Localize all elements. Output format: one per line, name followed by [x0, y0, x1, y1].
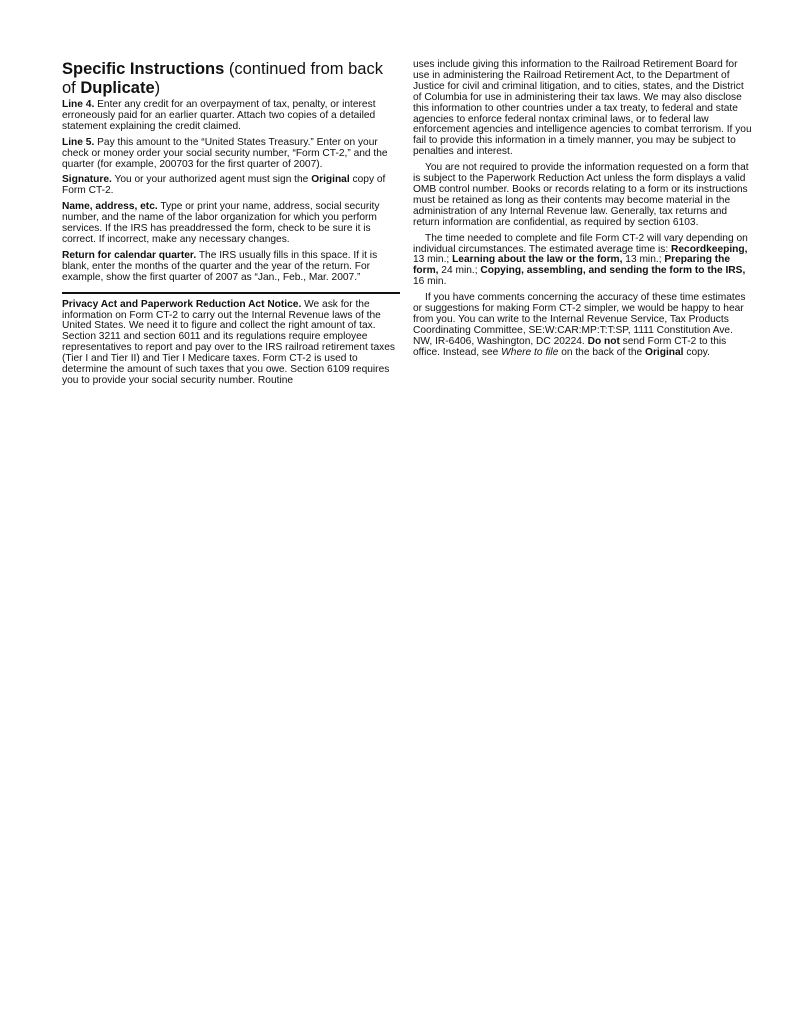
comments-text-3: on the back of the: [558, 346, 646, 358]
comments-text: If you have comments concerning the accuracy of these time estimates or suggestions for making Form CT-2 simpler, we would be happy to hear from you. You can write to the Internal Revenue Service, Tax Products Coordinating Committee, SE:W:CAR:MP:T:T:SP, 1111 Constitution Ave. NW, IR-6406, Washington, DC 20224.: [413, 292, 746, 347]
signature-original: Original: [311, 174, 350, 186]
comments-text-4: copy.: [683, 346, 710, 358]
name-address-label: Name, address, etc.: [62, 201, 158, 213]
right-column: [413, 60, 753, 364]
line4-text: Enter any credit for an overpayment of tax, penalty, or interest erroneously paid for an earlier quarter. Attach two copies of a detailed statement explaining the credit claimed.: [62, 99, 376, 132]
section-divider: [62, 292, 400, 294]
line4-label: Line 4.: [62, 99, 95, 110]
copying-time: 16 min.: [413, 276, 447, 288]
privacy-paragraph: [62, 300, 400, 387]
line5-label: Line 5.: [62, 136, 95, 148]
left-column: [62, 60, 400, 392]
omb-paragraph: You are not required to provide the information requested on a form that is subject to the Paperwork Reduction Act unless the form displays a valid OMB control number. Books or records relating to a form or its instructions must be retained as long as their contents may become material in the administration of any Internal Revenue law. Generally, tax returns and return information are confidential, as required by section 6103.: [413, 162, 749, 228]
learning-time: 13 min.;: [622, 254, 665, 266]
preparing-label: Preparing the form,: [413, 254, 731, 277]
time-estimate-paragraph: [413, 234, 753, 289]
privacy-label: Privacy Act and Paperwork Reduction Act Notice.: [62, 298, 302, 310]
return-quarter-label: Return for calendar quarter.: [62, 249, 197, 261]
return-quarter-paragraph: [62, 251, 400, 284]
original-bold: Original: [645, 346, 684, 358]
recordkeeping-time: 13 min.;: [413, 254, 453, 266]
signature-text-end: copy of Form CT-2.: [62, 174, 386, 197]
signature-paragraph: [62, 175, 400, 197]
learning-label: Learning about the law or the form,: [452, 254, 623, 266]
privacy-text: We ask for the information on Form CT-2 to carry out the Internal Revenue laws of the United States. We need it to figure and collect the right amount of tax. Section 3211 and section 6011 and its regulations require employee representatives to report and pay over to the IRS railroad retirement taxes (Tier I and Tier II) and Tier I Medicare taxes. Form CT-2 is used to determine the amount of such taxes that you owe. Section 6109 requires you to provide your social security number. Routine: [62, 298, 395, 386]
time-intro: The time needed to complete and file Form CT-2 will vary depending on individual circumstances. The estimated average time is:: [413, 232, 748, 255]
copying-label: Copying, assembling, and sending the form to the IRS,: [480, 265, 746, 277]
comments-paragraph: [413, 293, 753, 358]
signature-text: You or your authorized agent must sign the: [111, 174, 312, 186]
name-address-text: Type or print your name, address, social security number, and the name of the labor organization for which you perform services. If the IRS has preaddressed the form, check to be sure it is correct. If incorrect, make any necessary changes.: [62, 201, 380, 245]
heading-bold: Specific Instructions: [62, 60, 225, 78]
do-not-bold: Do not: [587, 335, 620, 347]
name-address-paragraph: [62, 202, 400, 246]
line5-paragraph: [62, 138, 400, 171]
recordkeeping-label: Recordkeeping,: [671, 243, 748, 255]
preparing-time: 24 min.;: [438, 265, 481, 277]
comments-text-2: send Form CT-2 to this office. Instead, see: [413, 335, 727, 358]
heading-bold-duplicate: Duplicate: [80, 79, 155, 97]
heading-regular: (continued from back of: [62, 60, 383, 97]
line4-paragraph: [62, 100, 400, 133]
return-quarter-text: The IRS usually fills in this space. If it is blank, enter the months of the quarter and the year of the return. For example, show the first quarter of 2007 as “Jan., Feb., Mar. 2007.”: [62, 249, 378, 283]
section-heading: [62, 60, 400, 98]
line5-text: Pay this amount to the “United States Treasury.” Enter on your check or money order your social security number, “Form CT-2,” and the quarter (for example, 200703 for the first quarter of 2007).: [62, 136, 388, 170]
privacy-continued-paragraph: uses include giving this information to the Railroad Retirement Board for use in administering the Railroad Retirement Act, to the Department of Justice for civil and criminal litigation, and to cities, states, and the District of Columbia for use in administering their tax laws. We may also disclose this information to other countries under a tax treaty, to federal and state agencies to enforce federal nontax criminal laws, or to federal law enforcement agencies and intelligence agencies to combat terrorism. If you fail to provide this information in a timely manner, you may be subject to penalties and interest.: [413, 59, 752, 158]
where-to-file-italic: Where to file: [501, 346, 559, 358]
heading-close: ): [154, 79, 161, 97]
signature-label: Signature.: [62, 174, 112, 186]
